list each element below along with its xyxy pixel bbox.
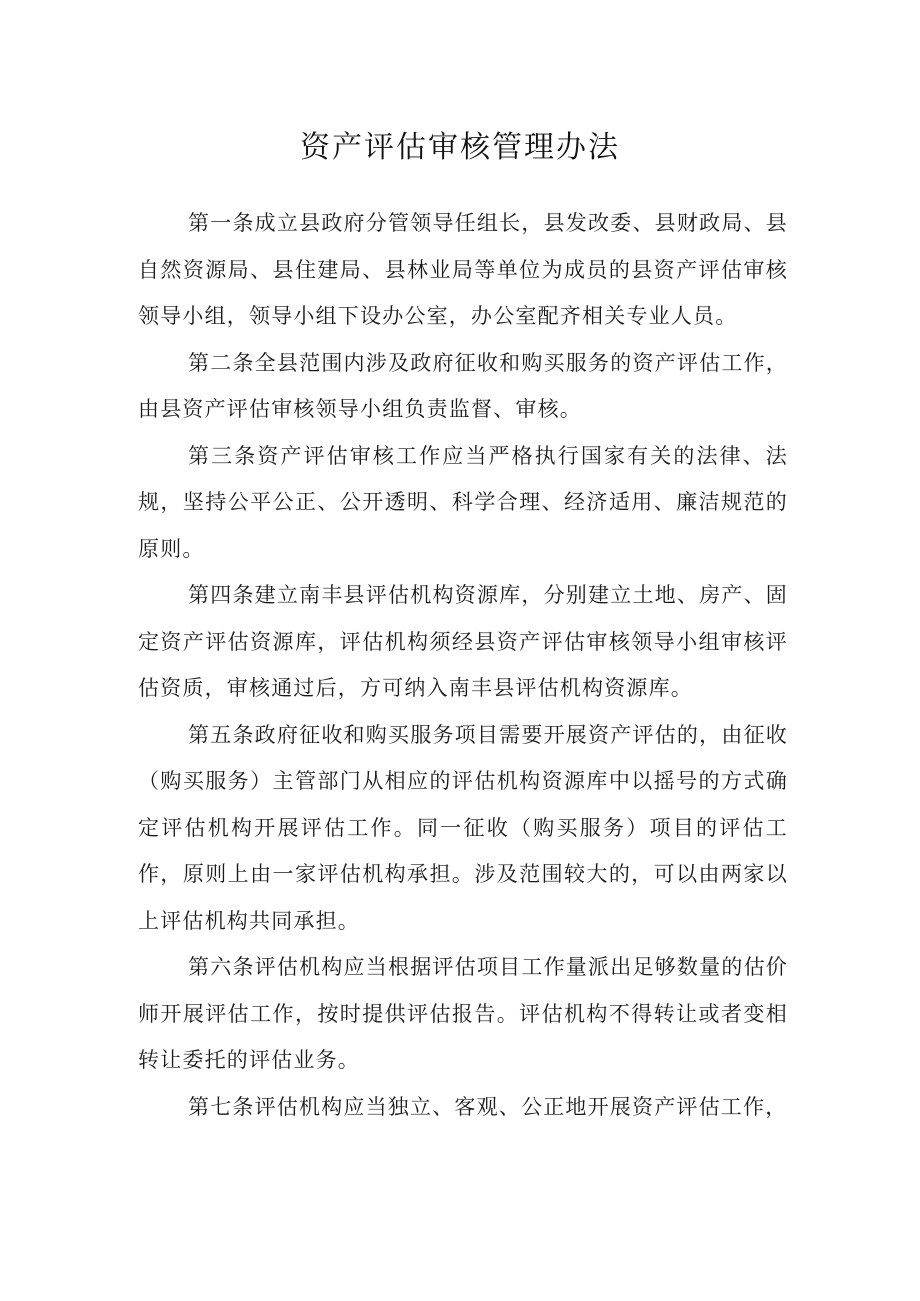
article-2: 第二条全县范围内涉及政府征收和购买服务的资产评估工作，由县资产评估审核领导小组负责监督、审核。	[138, 350, 788, 421]
article-4: 第四条建立南丰县评估机构资源库，分别建立土地、房产、固定资产评估资源库，评估机构须经县资产评估审核领导小组审核评估资质，审核通过后，方可纳入南丰县评估机构资源库。	[138, 583, 788, 700]
document-title: 资产评估审核管理办法	[300, 130, 620, 165]
article-1: 第一条成立县政府分管领导任组长，县发改委、县财政局、县自然资源局、县住建局、县林业局等单位为成员的县资产评估审核领导小组，领导小组下设办公室，办公室配齐相关专业人员。	[138, 211, 788, 328]
article-3: 第三条资产评估审核工作应当严格执行国家有关的法律、法规，坚持公平公正、公开透明、科学合理、经济适用、廉洁规范的原则。	[138, 443, 788, 561]
article-6: 第六条评估机构应当根据评估项目工作量派出足够数量的估价师开展评估工作，按时提供评估报告。评估机构不得转让或者变相转让委托的评估业务。	[138, 955, 788, 1072]
article-7: 第七条评估机构应当独立、客观、公正地开展资产评估工作，	[188, 1094, 788, 1119]
article-5: 第五条政府征收和购买服务项目需要开展资产评估的，由征收（购买服务）主管部门从相应的评估机构资源库中以摇号的方式确定评估机构开展评估工作。同一征收（购买服务）项目的评估工作，原则上由一家评估机构承担。涉及范围较大的，可以由两家以上评估机构共同承担。	[138, 722, 788, 933]
document-body	[138, 200, 788, 1130]
